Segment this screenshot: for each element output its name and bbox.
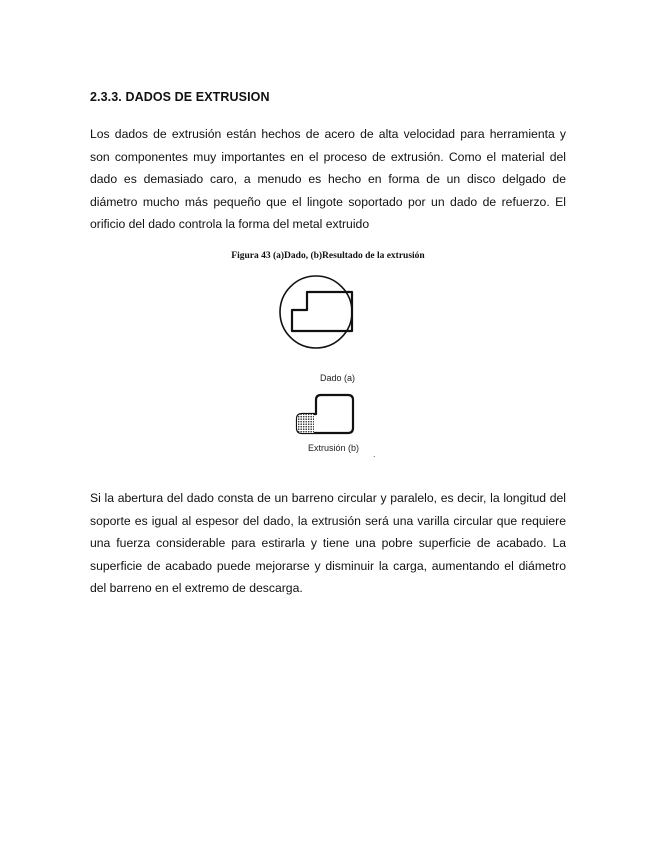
- figure-label-a: Dado (a): [320, 373, 356, 383]
- paragraph-intro: Los dados de extrusión están hechos de acero de alta velocidad para herramienta y son componentes muy importantes en el proceso de extrusión. Como el material del dado es demasiado caro, a menudo es hecho en forma de un disco delgado de diámetro mucho más pequeño que el lingote soportado por un dado de refuerzo. El orificio del dado controla la forma del metal extruido: [90, 127, 566, 231]
- section-heading: 2.3.3. DADOS DE EXTRUSION: [90, 90, 270, 104]
- extrusion-diagram: [270, 268, 410, 458]
- paragraph-abertura: Si la abertura del dado consta de un barreno circular y paralelo, es decir, la longitud del soporte es igual al espesor del dado, la extrusión será una varilla circular que requiere una fuerza considerable para estirarla y tiene una pobre superficie de acabado. La superficie de acabado puede mejorarse y disminuir la carga, aumentando el diámetro del barreno en el extremo de descarga.: [90, 491, 566, 595]
- figure-43: [270, 268, 410, 458]
- die-disc: [280, 276, 352, 348]
- extrusion-shaded-end: [297, 414, 314, 433]
- die-opening: [292, 292, 352, 331]
- figure-label-b: Extrusión (b): [308, 443, 360, 453]
- figure-caption: Figura 43 (a)Dado, (b)Resultado de la extrusión: [231, 251, 425, 261]
- stray-mark: .: [373, 449, 376, 459]
